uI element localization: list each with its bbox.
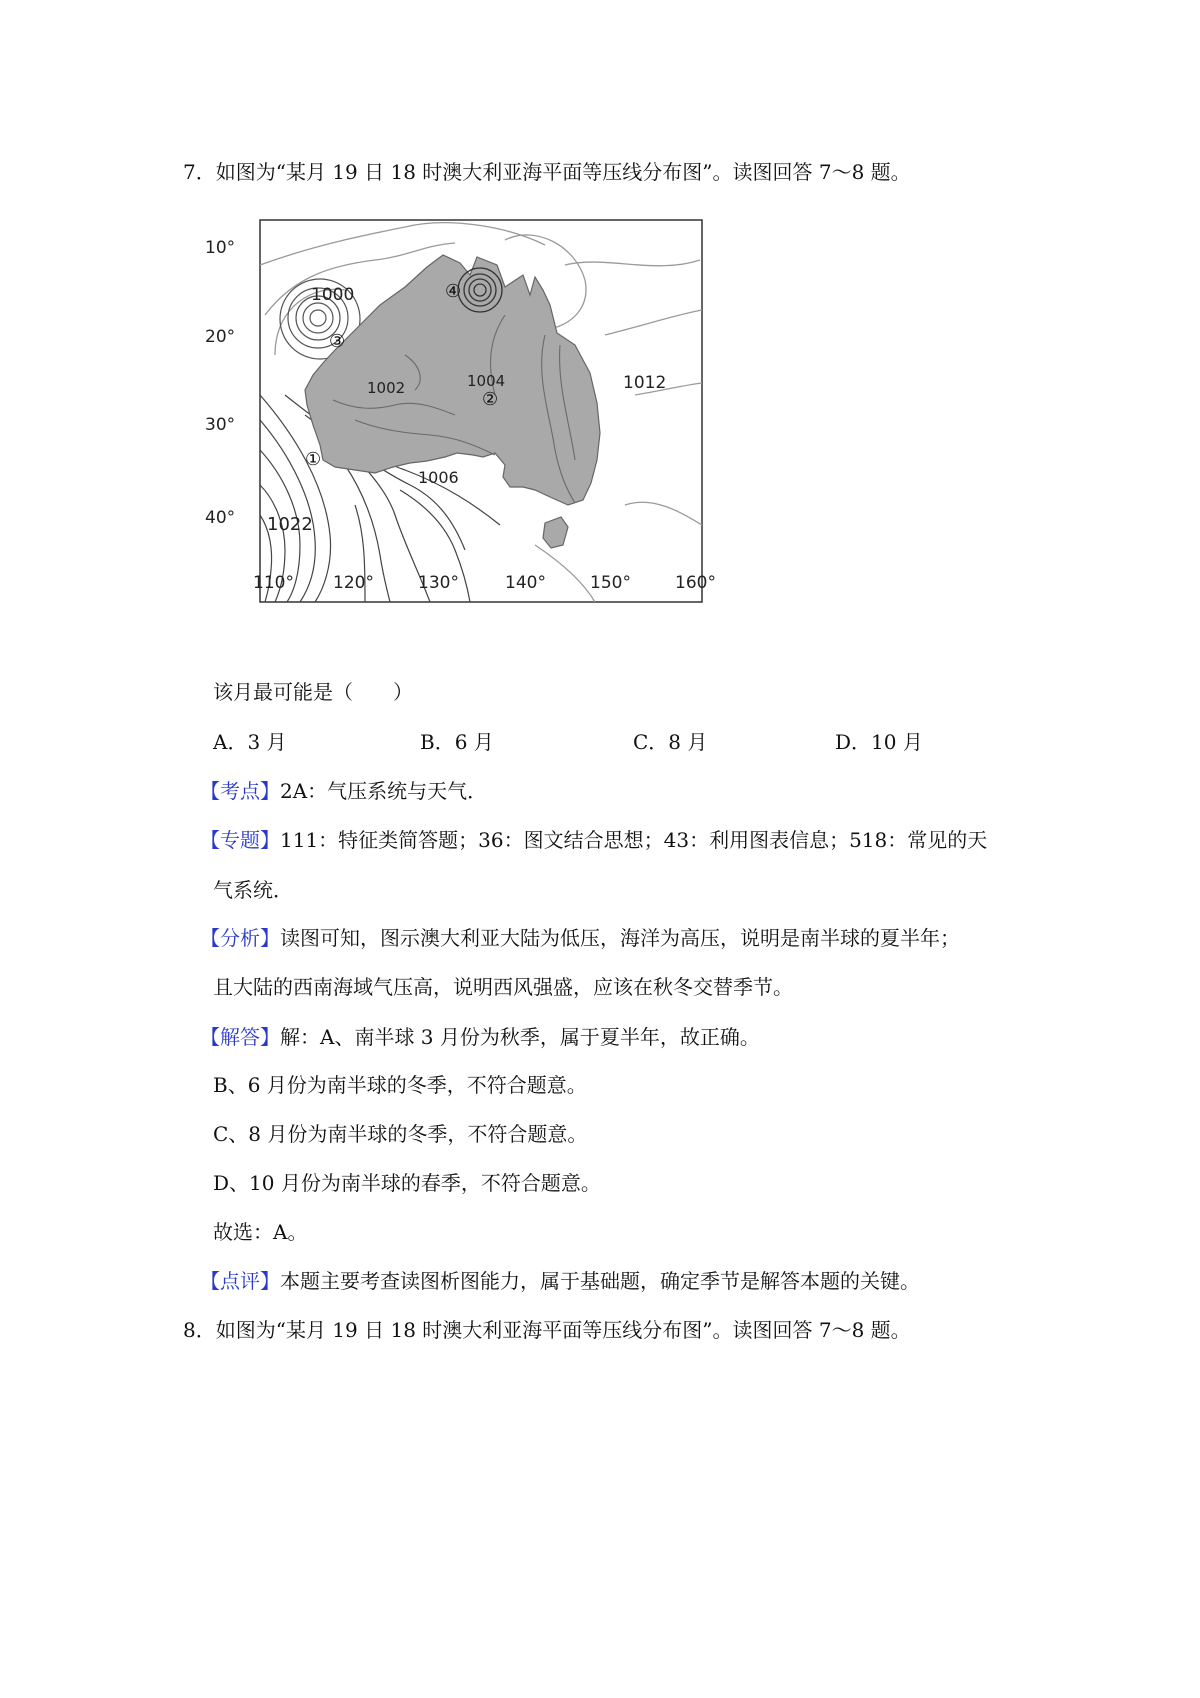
marker-3: ③ xyxy=(329,331,346,352)
jieda-text: 解：A、南半球 3 月份为秋季，属于夏半年，故正确。 xyxy=(280,1025,760,1049)
marker-4: ④ xyxy=(445,281,462,302)
jieda-line: C、8 月份为南半球的冬季，不符合题意。 xyxy=(213,1122,588,1146)
zhuanti-text: 111：特征类简答题；36：图文结合思想；43：利用图表信息；518：常见的天 xyxy=(280,828,988,852)
option-c: C．8 月 xyxy=(633,730,708,754)
zhuanti-tag: 【专题】 xyxy=(200,828,280,852)
kaodian-tag: 【考点】 xyxy=(200,779,280,803)
option-b: B．6 月 xyxy=(420,730,494,754)
dianping-text: 本题主要考查读图析图能力，属于基础题，确定季节是解答本题的关键。 xyxy=(280,1269,920,1293)
lat-label: 30° xyxy=(205,415,236,435)
zhuanti-text-line2: 气系统． xyxy=(213,878,293,902)
jieda-tag: 【解答】 xyxy=(200,1025,280,1049)
isobar-map-figure xyxy=(205,205,765,645)
dianping-row xyxy=(200,1267,920,1295)
kaodian-row xyxy=(200,777,487,805)
isobar-label: 1004 xyxy=(467,372,506,390)
fenxi-tag: 【分析】 xyxy=(200,926,280,950)
isobar-label: 1022 xyxy=(267,514,313,535)
isobar-label: 1012 xyxy=(623,373,667,393)
zhuanti-row xyxy=(200,826,987,854)
lat-label: 10° xyxy=(205,238,236,258)
q7-stem: 7．如图为“某月 19 日 18 时澳大利亚海平面等压线分布图”。读图回答 7～8 题。 xyxy=(183,160,911,184)
isobar-label: 1000 xyxy=(311,285,355,305)
lon-label: 160° xyxy=(675,573,716,593)
lon-label: 150° xyxy=(590,573,631,593)
jieda-line: 故选：A。 xyxy=(213,1220,308,1244)
marker-2: ② xyxy=(482,389,499,410)
marker-1: ① xyxy=(305,449,322,470)
fenxi-text-line2: 且大陆的西南海域气压高，说明西风强盛，应该在秋冬交替季节。 xyxy=(213,975,793,999)
q8-stem: 8．如图为“某月 19 日 18 时澳大利亚海平面等压线分布图”。读图回答 7～8 题。 xyxy=(183,1318,911,1342)
jieda-line: D、10 月份为南半球的春季，不符合题意。 xyxy=(213,1171,601,1195)
lon-label: 130° xyxy=(418,573,459,593)
kaodian-text: 2A：气压系统与天气． xyxy=(280,779,488,803)
lon-label: 140° xyxy=(505,573,546,593)
isobar-label: 1002 xyxy=(367,379,406,397)
option-a: A．3 月 xyxy=(213,730,287,754)
isobar-label: 1006 xyxy=(418,468,459,487)
lon-label: 120° xyxy=(333,573,374,593)
jieda-row xyxy=(200,1023,760,1051)
lon-label: 110° xyxy=(253,573,294,593)
fenxi-text: 读图可知，图示澳大利亚大陆为低压，海洋为高压，说明是南半球的夏半年； xyxy=(280,926,960,950)
dianping-tag: 【点评】 xyxy=(200,1269,280,1293)
latitude-labels xyxy=(205,238,235,528)
jieda-line: B、6 月份为南半球的冬季，不符合题意。 xyxy=(213,1073,587,1097)
option-d: D．10 月 xyxy=(835,730,923,754)
lat-label: 20° xyxy=(205,327,236,347)
fenxi-row xyxy=(200,924,960,952)
q7-question: 该月最可能是（ ） xyxy=(213,680,413,704)
lat-label: 40° xyxy=(205,508,236,528)
